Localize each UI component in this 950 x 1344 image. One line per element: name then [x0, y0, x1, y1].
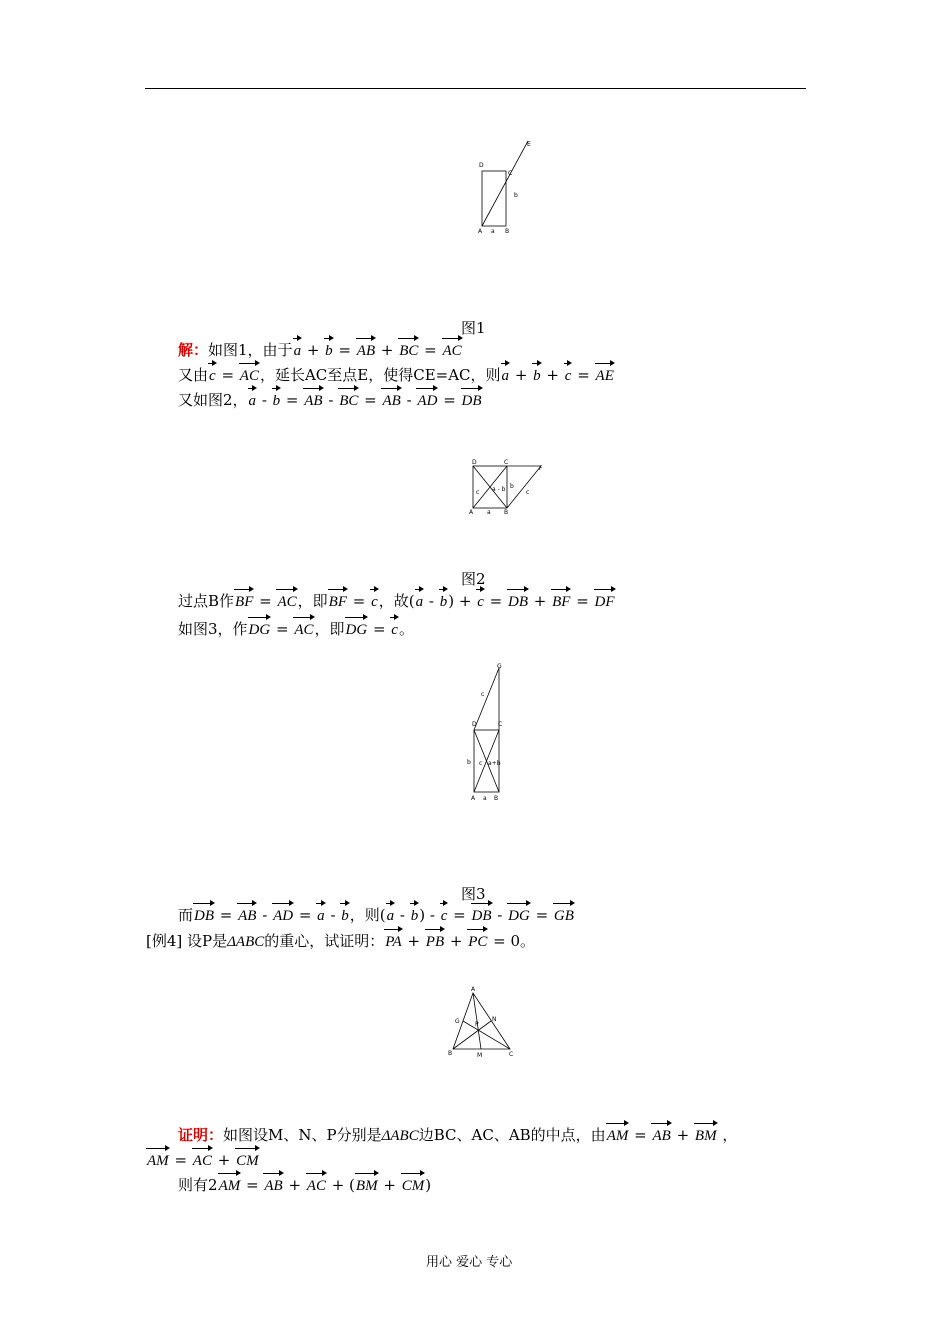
proof-line-1: 证明：如图设M、N、P分别是ΔABC边BC、AC、AB的中点，由AM = AB + BM ，	[178, 1126, 738, 1144]
solution-line-3: 又如图2，a - b = AB - BC = AB - AD = DB	[178, 391, 482, 409]
fig2-label-f: F	[539, 465, 543, 472]
fig3-label-a: A	[471, 795, 476, 802]
line-4: 过点B作BF = AC，即BF = c，故(a - b) + c = DB + BF = DF	[178, 592, 615, 610]
fig3-label-vec-b: b	[467, 759, 471, 766]
proof-line-3: 则有2AM = AB + AC + (BM + CM)	[178, 1176, 432, 1194]
figure-2	[466, 458, 550, 518]
fig1-label-vec-a: a	[491, 228, 495, 235]
figure-2-caption: 图2	[461, 570, 486, 588]
fig4-label-p: P	[475, 1021, 479, 1028]
fig4-label-c: C	[509, 1051, 514, 1058]
fig2-label-a-minus-b: a - b	[492, 486, 506, 493]
fig4-label-m: M	[477, 1052, 483, 1059]
fig2-label-vec-c1: c	[476, 489, 480, 496]
fig3-label-g: G	[497, 663, 502, 670]
fig3-label-d: D	[472, 721, 477, 728]
fig1-label-vec-b: b	[514, 192, 518, 199]
fig1-label-a: A	[478, 228, 483, 235]
fig2-label-a: A	[469, 509, 474, 516]
fig4-label-g: G	[455, 1018, 460, 1025]
fig2-label-vec-a: a	[487, 509, 491, 516]
fig3-label-vec-c2: c	[479, 760, 483, 767]
figure-3-caption: 图3	[461, 885, 486, 903]
page-footer: 用心 爱心 专心	[426, 1255, 513, 1270]
proof-label: 证明：	[178, 1126, 224, 1144]
figure-1-caption: 图1	[461, 319, 486, 337]
solution-line-2: 又由c = AC，延长AC至点E，使得CE=AC，则a + b + c = AE	[178, 366, 614, 384]
fig3-label-vec-c1: c	[481, 691, 485, 698]
header-rule	[145, 88, 806, 89]
figure-4	[446, 984, 518, 1060]
line-5: 如图3，作DG = AC，即DG = c。	[178, 620, 414, 638]
line-6: 而DB = AB - AD = a - b，则(a - b) - c = DB - DG = GB	[178, 906, 574, 924]
fig1-label-b: B	[505, 228, 510, 235]
fig1-label-d: D	[479, 162, 484, 169]
solution-label: 解：	[178, 341, 209, 359]
fig4-label-n: N	[492, 1016, 497, 1023]
fig2-label-d: D	[472, 459, 477, 466]
example-4: [例4] 设P是ΔABC的重心，试证明：PA + PB + PC = 0。	[146, 932, 536, 950]
fig3-label-b: B	[494, 795, 499, 802]
fig4-label-a: A	[471, 986, 476, 993]
fig1-label-c: C	[508, 170, 513, 177]
fig1-label-e: E	[527, 141, 531, 148]
fig2-label-vec-c2: c	[526, 489, 530, 496]
proof-line-2: AM = AC + CM	[147, 1151, 259, 1169]
solution-line-1: 解：如图1，由于a + b = AB + BC = AC	[178, 341, 462, 359]
fig3-label-a-plus-b: a+b	[488, 760, 501, 767]
fig4-label-b: B	[448, 1050, 453, 1057]
figure-3	[466, 662, 510, 804]
fig2-label-b: B	[504, 509, 509, 516]
fig3-label-vec-a: a	[483, 795, 487, 802]
fig3-label-c: C	[498, 721, 503, 728]
fig2-label-c: C	[504, 459, 509, 466]
fig2-label-vec-b: b	[510, 483, 514, 490]
figure-1	[470, 135, 540, 235]
